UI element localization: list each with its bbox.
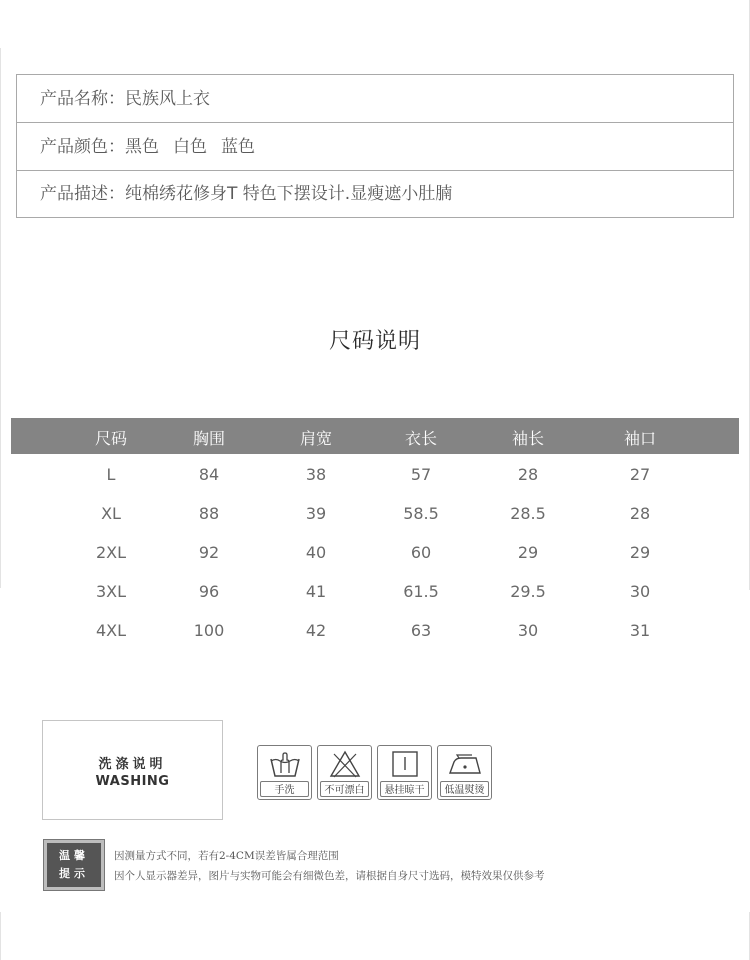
tip-line-2: 因个人显示器差异，图片与实物可能会有细微色差，请根据自身尺寸选码，模特效果仅供参考 — [114, 870, 545, 882]
product-name-row — [17, 75, 733, 123]
table-cell: 60 — [410, 543, 432, 562]
product-color-row — [17, 123, 733, 171]
table-cell: 84 — [198, 465, 220, 484]
no-bleach-icon — [326, 749, 364, 779]
product-desc-label: 产品描述： — [40, 184, 125, 204]
table-cell: 2XL — [95, 543, 127, 562]
care-hang-dry — [377, 745, 432, 800]
care-low-iron — [437, 745, 492, 800]
size-chart-title: 尺码说明 — [328, 329, 421, 354]
table-cell: 39 — [305, 504, 327, 523]
table-cell: 30 — [629, 582, 651, 601]
hang-dry-icon — [386, 749, 424, 779]
header-cell: 袖长 — [511, 429, 544, 448]
page-edge-left-bottom — [0, 912, 1, 960]
table-cell: 28 — [629, 504, 651, 523]
washing-box — [42, 720, 223, 820]
table-cell: 29 — [629, 543, 651, 562]
care-label-hang-dry: 悬挂晾干 — [384, 785, 425, 796]
table-cell: XL — [101, 504, 121, 523]
table-cell: 30 — [517, 621, 539, 640]
color-white: 白色 — [173, 137, 207, 157]
table-cell: 38 — [305, 465, 327, 484]
table-cell: 29.5 — [510, 582, 546, 601]
header-cell: 袖口 — [623, 429, 656, 448]
table-cell: 61.5 — [403, 582, 439, 601]
care-label-no-bleach: 不可漂白 — [324, 785, 365, 796]
table-cell: 88 — [198, 504, 220, 523]
low-iron-icon — [446, 749, 484, 779]
header-cell: 尺码 — [94, 429, 127, 448]
table-cell: 28.5 — [510, 504, 546, 523]
table-cell: 58.5 — [403, 504, 439, 523]
care-hand-wash — [257, 745, 312, 800]
table-cell: 4XL — [95, 621, 127, 640]
table-cell: 92 — [198, 543, 220, 562]
header-cell: 胸围 — [192, 429, 225, 448]
color-blue: 蓝色 — [221, 137, 255, 157]
product-desc-value: 纯棉绣花修身T 特色下摆设计.显瘦遮小肚腩 — [125, 184, 453, 204]
table-cell: 29 — [517, 543, 539, 562]
color-black: 黑色 — [125, 137, 159, 157]
care-label-low-iron: 低温熨烫 — [444, 785, 485, 796]
table-cell: 41 — [305, 582, 327, 601]
washing-title-cn: 洗涤说明 — [98, 757, 167, 772]
page-edge-left — [0, 48, 1, 588]
care-label-hand-wash: 手洗 — [274, 785, 295, 796]
table-cell: 100 — [193, 621, 225, 640]
washing-title-en: WASHING — [95, 774, 170, 789]
product-name-value: 民族风上衣 — [125, 89, 210, 109]
table-cell: L — [106, 465, 116, 484]
table-cell: 3XL — [95, 582, 127, 601]
product-info-box — [16, 74, 734, 218]
product-desc-row — [17, 171, 733, 217]
table-cell: 31 — [629, 621, 651, 640]
table-cell: 28 — [517, 465, 539, 484]
table-cell: 27 — [629, 465, 651, 484]
table-cell: 42 — [305, 621, 327, 640]
table-cell: 96 — [198, 582, 220, 601]
table-cell: 57 — [410, 465, 432, 484]
table-cell: 63 — [410, 621, 432, 640]
tips-badge-bottom: 提示 — [59, 867, 89, 880]
product-name-label: 产品名称： — [40, 89, 125, 109]
header-cell: 衣长 — [404, 429, 437, 448]
tips-badge-top: 温馨 — [59, 849, 89, 862]
product-color-label: 产品颜色： — [40, 137, 125, 157]
header-cell: 肩宽 — [299, 429, 332, 448]
hand-wash-icon — [266, 749, 304, 779]
care-no-bleach — [317, 745, 372, 800]
tip-line-1: 因测量方式不同，若有2-4CM误差皆属合理范围 — [114, 850, 339, 862]
tips-badge — [44, 840, 104, 890]
table-cell: 40 — [305, 543, 327, 562]
